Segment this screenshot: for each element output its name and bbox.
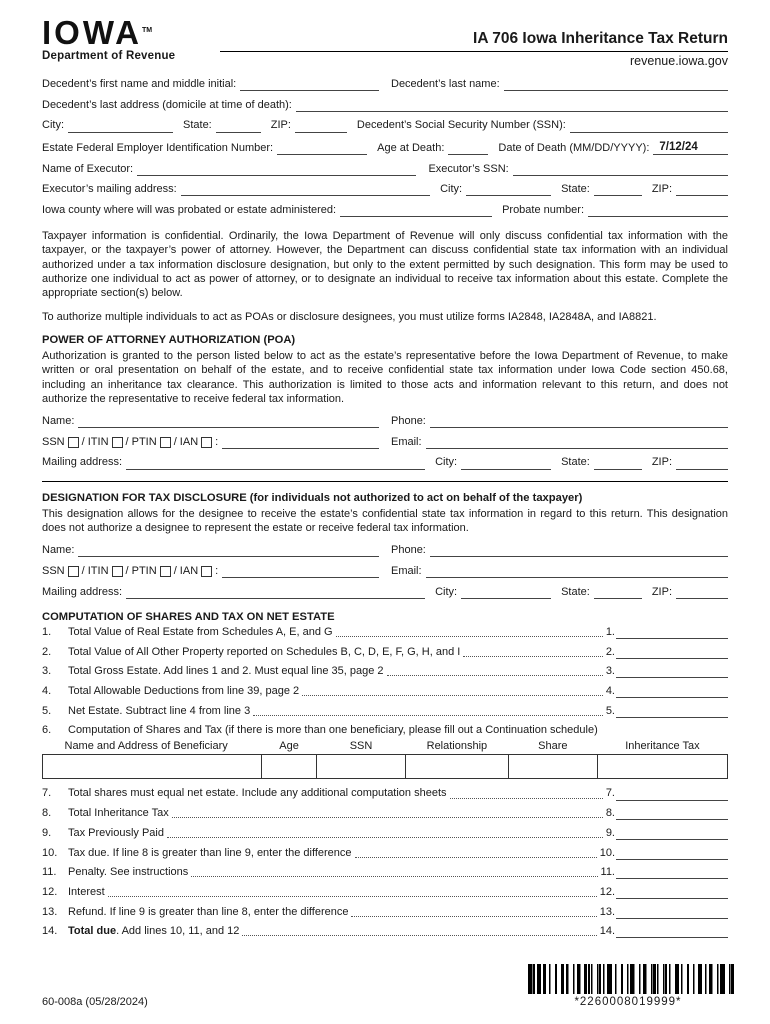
disclosure-zip-label: ZIP: xyxy=(651,585,672,598)
poa-ssn-checkbox[interactable] xyxy=(68,437,79,448)
poa-itin-checkbox[interactable] xyxy=(112,437,123,448)
line-number: 6. xyxy=(42,724,52,737)
dot-leader xyxy=(387,675,603,676)
line-description: Total Gross Estate. Add lines 1 and 2. Must equal line 35, page 2 xyxy=(68,665,384,678)
barcode-image xyxy=(528,964,734,994)
decedent-first-name-field[interactable] xyxy=(240,78,379,91)
state-label: State: xyxy=(183,119,212,132)
executor-city-field[interactable] xyxy=(466,183,551,196)
poa-state-label: State: xyxy=(561,456,590,469)
line-7-amount-field[interactable] xyxy=(616,788,728,801)
line-ref: 2. xyxy=(605,645,615,658)
poa-name-field[interactable] xyxy=(78,415,379,428)
decedent-city-ssn-row xyxy=(42,119,728,132)
executor-name-group xyxy=(42,163,416,176)
line-number: 4. xyxy=(42,684,52,697)
line-13-amount-field[interactable] xyxy=(616,906,728,919)
decedent-ssn-label: Decedent’s Social Security Number (SSN): xyxy=(356,119,566,132)
disclosure-id-ptin-label: / PTIN xyxy=(125,564,157,577)
dot-leader xyxy=(242,935,596,936)
decedent-address-row xyxy=(42,99,728,112)
line-description: Refund. If line 9 is greater than line 8, enter the difference xyxy=(68,905,349,918)
dot-leader xyxy=(172,817,603,818)
decedent-zip-field[interactable] xyxy=(295,120,347,133)
poa-city-label: City: xyxy=(435,456,458,469)
line-14-amount-field[interactable] xyxy=(616,925,728,938)
poa-email-label: Email: xyxy=(391,435,422,448)
executor-ssn-label: Executor’s SSN: xyxy=(428,162,509,175)
dot-leader xyxy=(167,837,603,838)
iowa-logo-text xyxy=(42,16,220,49)
poa-id-number-field[interactable] xyxy=(222,436,379,449)
disclosure-id-ssn-label: SSN xyxy=(42,564,65,577)
poa-description: Authorization is granted to the person listed below to act as the estate’s representative before the Iowa Department of Revenue, to make written or oral presentation on behalf of the estate, and to receive confidential state tax information under Iowa Code section 450.68, including an inheritance tax clearance. This authorization is limited to those acts and information relevant to this return, and does not authorize the representative to receive federal tax information. xyxy=(42,349,728,405)
executor-address-row xyxy=(42,183,728,196)
line-10-amount-field[interactable] xyxy=(616,847,728,860)
decedent-name-row xyxy=(42,78,728,91)
beneficiary-relationship-cell[interactable] xyxy=(406,755,509,779)
disclosure-name-group xyxy=(42,544,379,557)
dot-leader xyxy=(108,896,597,897)
line-number: 2. xyxy=(42,645,52,658)
line-ref: 10. xyxy=(599,846,615,859)
computation-line-12 xyxy=(42,886,728,899)
poa-email-field[interactable] xyxy=(426,436,728,449)
disclosure-email-field[interactable] xyxy=(426,565,728,578)
line-ref: 11. xyxy=(600,866,615,879)
multiple-poa-note: To authorize multiple individuals to act as POAs or disclosure designees, you must utilize forms IA2848, IA2848A, and IA8821. xyxy=(42,310,657,323)
beneficiary-name-cell[interactable] xyxy=(43,755,262,779)
fein-age-dod-row xyxy=(42,140,728,155)
disclosure-name-phone-row xyxy=(42,544,728,557)
disclosure-name-label: Name: xyxy=(42,544,75,557)
page-footer xyxy=(42,964,728,1008)
line-description: Total shares must equal net estate. Include any additional computation sheets xyxy=(68,787,447,800)
line-description: Total Allowable Deductions from line 39, page 2 xyxy=(68,684,300,697)
computation-line-10 xyxy=(42,847,728,860)
line-ref: 7. xyxy=(605,787,615,800)
executor-name-field[interactable] xyxy=(137,163,416,176)
disclosure-ssn-checkbox[interactable] xyxy=(68,566,79,577)
disclosure-description: This designation allows for the designee to receive the estate’s confidential state tax information in regard to this return. This designation does not authorize a designee to represent the estate or receive federal tax information. xyxy=(42,507,728,534)
computation-line-8 xyxy=(42,807,728,820)
decedent-last-name-field[interactable] xyxy=(504,78,728,91)
probate-number-field[interactable] xyxy=(588,204,728,217)
executor-state-label: State: xyxy=(561,183,590,196)
executor-ssn-group xyxy=(428,163,728,176)
beneficiary-age-header: Age xyxy=(279,740,299,753)
website-url: revenue.iowa.gov xyxy=(630,54,728,68)
line-description: Total Value of Real Estate from Schedules A, E, and G xyxy=(68,625,333,638)
disclosure-ptin-checkbox[interactable] xyxy=(160,566,171,577)
beneficiary-table-row xyxy=(43,755,728,779)
line-number: 7. xyxy=(42,787,52,800)
poa-ian-checkbox[interactable] xyxy=(201,437,212,448)
line-ref: 4. xyxy=(605,684,615,697)
county-probate-row xyxy=(42,204,728,217)
line-ref: 13. xyxy=(599,905,615,918)
poa-name-group xyxy=(42,415,379,428)
line-description: Tax Previously Paid xyxy=(68,826,164,839)
poa-email-group xyxy=(391,436,728,449)
line-ref: 12. xyxy=(599,885,615,898)
computation-line-4 xyxy=(42,685,728,698)
computation-line-6 xyxy=(42,724,728,737)
disclosure-phone-field[interactable] xyxy=(430,544,728,557)
line-number: 5. xyxy=(42,704,52,717)
poa-id-colon: : xyxy=(215,435,219,448)
executor-row xyxy=(42,163,728,176)
line-ref: 8. xyxy=(605,807,615,820)
estate-fein-label: Estate Federal Employer Identification Number: xyxy=(42,141,274,154)
dot-leader xyxy=(336,636,603,637)
computation-line-5 xyxy=(42,705,728,718)
line-8-amount-field[interactable] xyxy=(616,807,728,820)
line-ref: 1. xyxy=(605,625,615,638)
disclosure-id-itin-label: / ITIN xyxy=(81,564,109,577)
disclosure-phone-group xyxy=(391,544,728,557)
dot-leader xyxy=(191,876,597,877)
county-label: Iowa county where will was probated or estate administered: xyxy=(42,203,337,216)
line-number: 8. xyxy=(42,807,52,820)
poa-phone-field[interactable] xyxy=(430,415,728,428)
zip-label: ZIP: xyxy=(270,119,291,132)
date-of-death-label: Date of Death (MM/DD/YYYY): xyxy=(498,141,650,154)
poa-ptin-checkbox[interactable] xyxy=(160,437,171,448)
executor-ssn-field[interactable] xyxy=(513,163,728,176)
poa-id-email-row xyxy=(42,436,728,449)
trademark-symbol: TM xyxy=(142,27,153,34)
disclosure-section-heading: DESIGNATION FOR TAX DISCLOSURE (for individuals not authorized to act on behalf of the taxpayer) xyxy=(42,491,583,504)
beneficiary-name-header: Name and Address of Beneficiary xyxy=(64,740,228,753)
poa-state-field[interactable] xyxy=(594,457,642,470)
title-block xyxy=(220,16,728,68)
dot-leader xyxy=(450,798,603,799)
poa-zip-label: ZIP: xyxy=(651,456,672,469)
dot-leader xyxy=(302,695,603,696)
beneficiary-tax-header: Inheritance Tax xyxy=(625,740,700,753)
county-field[interactable] xyxy=(340,204,492,217)
executor-name-label: Name of Executor: xyxy=(42,162,134,175)
beneficiary-ssn-cell[interactable] xyxy=(316,755,405,779)
poa-id-ssn-label: SSN xyxy=(42,435,65,448)
line-3-amount-field[interactable] xyxy=(616,665,728,678)
executor-city-label: City: xyxy=(440,183,463,196)
executor-address-label: Executor’s mailing address: xyxy=(42,183,177,196)
line-1-amount-field[interactable] xyxy=(616,626,728,639)
barcode-block xyxy=(528,964,728,1008)
executor-address-field[interactable] xyxy=(181,183,430,196)
decedent-last-name-group xyxy=(391,78,728,91)
disclosure-id-group xyxy=(42,565,379,578)
line-number: 3. xyxy=(42,665,52,678)
form-title: IA 706 Iowa Inheritance Tax Return xyxy=(220,30,728,52)
disclosure-mailing-label: Mailing address: xyxy=(42,585,123,598)
poa-id-group xyxy=(42,436,379,449)
total-due-bold: Total due xyxy=(68,925,117,938)
poa-mailing-label: Mailing address: xyxy=(42,456,123,469)
beneficiary-share-cell[interactable] xyxy=(508,755,597,779)
beneficiary-ssn-header: SSN xyxy=(349,740,373,753)
executor-state-field[interactable] xyxy=(594,183,642,196)
poa-phone-group xyxy=(391,415,728,428)
poa-id-ian-label: / IAN xyxy=(173,435,199,448)
executor-zip-label: ZIP: xyxy=(651,183,672,196)
poa-section-heading: POWER OF ATTORNEY AUTHORIZATION (POA) xyxy=(42,333,296,346)
age-at-death-field[interactable] xyxy=(448,142,488,155)
line-2-amount-field[interactable] xyxy=(616,646,728,659)
computation-line-9 xyxy=(42,827,728,840)
computation-line-14 xyxy=(42,925,728,938)
computation-line-7 xyxy=(42,787,728,800)
disclosure-id-email-row xyxy=(42,565,728,578)
line-number: 14. xyxy=(42,925,58,938)
poa-mailing-address-field[interactable] xyxy=(126,457,425,470)
decedent-first-name-label: Decedent’s first name and middle initial: xyxy=(42,78,237,90)
section-divider xyxy=(42,481,728,482)
beneficiary-table-header-row xyxy=(43,740,728,755)
department-name: Department of Revenue xyxy=(42,50,176,62)
line-number: 10. xyxy=(42,846,58,859)
disclosure-id-colon: : xyxy=(215,564,219,577)
executor-zip-field[interactable] xyxy=(676,183,728,196)
form-code: 60-008a (05/28/2024) xyxy=(42,996,148,1008)
confidentiality-paragraph: Taxpayer information is confidential. Ordinarily, the Iowa Department of Revenue will only discuss confidential tax information with the taxpayer, or the taxpayer’s power of attorney. However, the Department can discuss confidential state tax information with an individual authorized under a tax information disclosure designation, but only to the extent permitted by such designation. This form may be used to authorize one individual to act as power of attorney, or to designate an individual to receive tax information about this estate. Complete the appropriate section(s) below. xyxy=(42,230,728,300)
line-description: Penalty. See instructions xyxy=(68,866,189,879)
beneficiary-relationship-header: Relationship xyxy=(426,740,488,753)
logo-wordmark: IOWA xyxy=(42,14,142,51)
poa-id-ptin-label: / PTIN xyxy=(125,435,157,448)
line-description xyxy=(68,925,239,938)
decedent-address-field[interactable] xyxy=(296,99,728,112)
disclosure-email-label: Email: xyxy=(391,564,422,577)
dot-leader xyxy=(351,916,596,917)
line-12-amount-field[interactable] xyxy=(616,886,728,899)
beneficiary-tax-cell[interactable] xyxy=(597,755,727,779)
line-description: Total Inheritance Tax xyxy=(68,807,169,820)
poa-phone-label: Phone: xyxy=(391,415,426,428)
disclosure-ian-checkbox[interactable] xyxy=(201,566,212,577)
disclosure-city-label: City: xyxy=(435,585,458,598)
disclosure-id-ian-label: / IAN xyxy=(173,564,199,577)
line-number: 9. xyxy=(42,826,52,839)
estate-fein-field[interactable] xyxy=(277,142,367,155)
line-number: 13. xyxy=(42,905,58,918)
disclosure-mailing-row xyxy=(42,586,728,599)
dot-leader xyxy=(463,656,602,657)
date-of-death-value[interactable]: 7/12/24 xyxy=(653,140,728,155)
line-11-amount-field[interactable] xyxy=(616,866,728,879)
iowa-dor-logo xyxy=(42,16,220,62)
line-number: 1. xyxy=(42,625,52,638)
disclosure-phone-label: Phone: xyxy=(391,544,426,557)
line-ref: 14. xyxy=(599,925,615,938)
probate-number-label: Probate number: xyxy=(502,203,584,216)
line-number: 11. xyxy=(42,866,57,879)
dot-leader xyxy=(253,715,603,716)
line-description: Total Value of All Other Property reported on Schedules B, C, D, E, F, G, H, and I xyxy=(68,645,461,658)
poa-id-itin-label: / ITIN xyxy=(81,435,109,448)
decedent-address-label: Decedent’s last address (domicile at time of death): xyxy=(42,98,292,111)
form-header xyxy=(42,16,728,68)
barcode-text: *2260008019999* xyxy=(574,996,682,1008)
decedent-first-name-group xyxy=(42,78,379,91)
line-description: Net Estate. Subtract line 4 from line 3 xyxy=(68,704,251,717)
poa-mailing-row xyxy=(42,456,728,469)
city-label: City: xyxy=(42,119,64,132)
line-ref: 9. xyxy=(605,826,615,839)
dot-leader xyxy=(355,857,597,858)
line-ref: 5. xyxy=(605,704,615,717)
disclosure-state-field[interactable] xyxy=(594,586,642,599)
disclosure-city-field[interactable] xyxy=(461,586,551,599)
beneficiary-share-header: Share xyxy=(538,740,568,753)
computation-section-heading: COMPUTATION OF SHARES AND TAX ON NET ESTATE xyxy=(42,610,335,623)
line-9-amount-field[interactable] xyxy=(616,827,728,840)
decedent-state-field[interactable] xyxy=(216,120,261,133)
line-number: 12. xyxy=(42,885,58,898)
disclosure-state-label: State: xyxy=(561,585,590,598)
line-4-amount-field[interactable] xyxy=(616,685,728,698)
beneficiary-table xyxy=(42,740,728,779)
line-5-amount-field[interactable] xyxy=(616,705,728,718)
computation-line-3 xyxy=(42,665,728,678)
beneficiary-age-cell[interactable] xyxy=(262,755,317,779)
disclosure-zip-field[interactable] xyxy=(676,586,728,599)
computation-line-1 xyxy=(42,626,728,639)
line-ref: 3. xyxy=(605,665,615,678)
computation-line-13 xyxy=(42,906,728,919)
decedent-last-name-label: Decedent’s last name: xyxy=(391,78,500,90)
decedent-city-field[interactable] xyxy=(68,120,173,133)
poa-zip-field[interactable] xyxy=(676,457,728,470)
disclosure-name-field[interactable] xyxy=(78,544,379,557)
poa-name-phone-row xyxy=(42,415,728,428)
disclosure-id-number-field[interactable] xyxy=(222,565,379,578)
decedent-ssn-field[interactable] xyxy=(570,120,728,133)
computation-line-11 xyxy=(42,866,728,879)
poa-city-field[interactable] xyxy=(461,457,551,470)
line-description: Tax due. If line 8 is greater than line 9, enter the difference xyxy=(68,846,352,859)
age-at-death-label: Age at Death: xyxy=(377,141,445,154)
total-due-rest: . Add lines 10, 11, and 12 xyxy=(116,925,240,938)
line-description: Interest xyxy=(68,885,105,898)
line-description: Computation of Shares and Tax (if there is more than one beneficiary, please fill out a Continuation schedule) xyxy=(68,724,598,737)
disclosure-mailing-address-field[interactable] xyxy=(126,586,425,599)
poa-name-label: Name: xyxy=(42,415,75,428)
disclosure-email-group xyxy=(391,565,728,578)
computation-line-2 xyxy=(42,646,728,659)
disclosure-itin-checkbox[interactable] xyxy=(112,566,123,577)
